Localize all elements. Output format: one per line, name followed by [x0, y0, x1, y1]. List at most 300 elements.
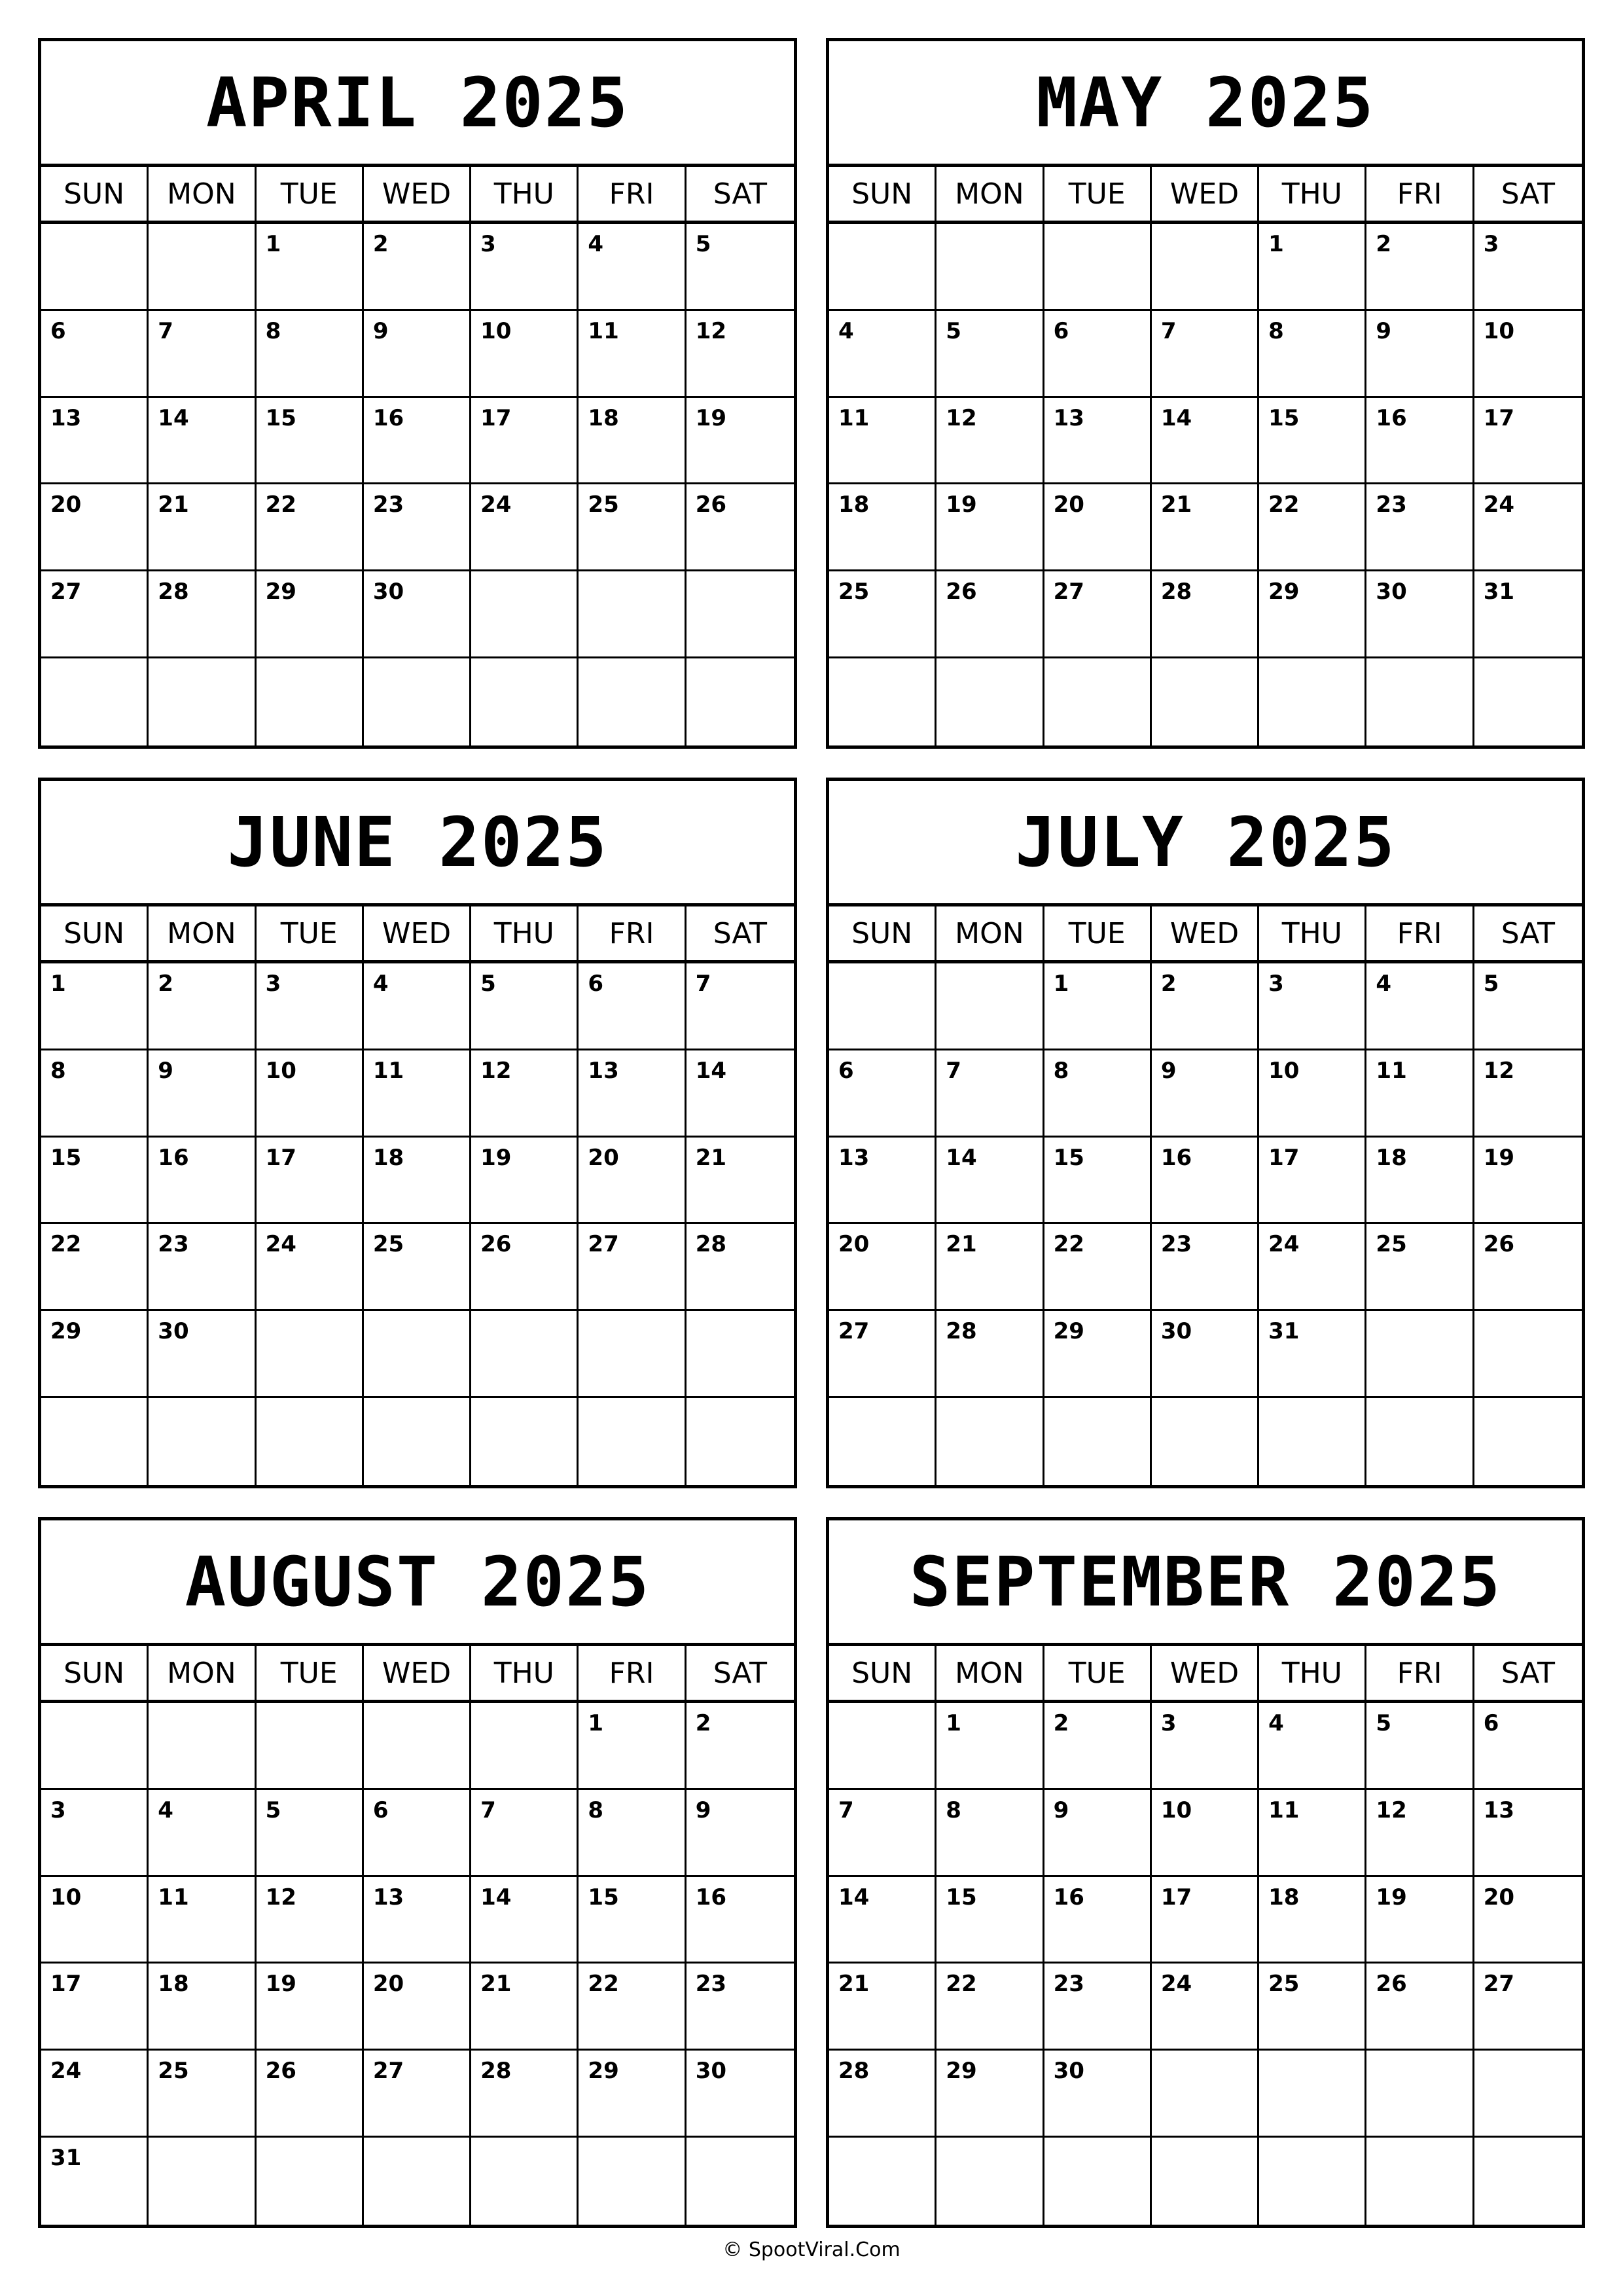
empty-day-cell: [364, 1311, 471, 1398]
day-cell: 16: [149, 1138, 256, 1225]
day-cell: 25: [829, 571, 936, 658]
day-cell: 4: [829, 311, 936, 398]
day-cell: 29: [936, 2051, 1044, 2138]
day-cell: 30: [1152, 1311, 1259, 1398]
empty-day-cell: [1259, 658, 1366, 745]
day-cell: 6: [1044, 311, 1152, 398]
day-cell: 1: [41, 963, 149, 1050]
day-cell: 27: [364, 2051, 471, 2138]
empty-day-cell: [1044, 1398, 1152, 1485]
day-cell: 3: [257, 963, 364, 1050]
day-cell: 17: [41, 1964, 149, 2051]
empty-day-cell: [579, 571, 686, 658]
empty-day-cell: [687, 1398, 794, 1485]
empty-day-cell: [1474, 658, 1582, 745]
day-cell: 21: [471, 1964, 579, 2051]
weekday-label: THU: [1259, 1646, 1366, 1700]
day-cell: 8: [1259, 311, 1366, 398]
day-cell: 11: [149, 1877, 256, 1964]
empty-day-cell: [1152, 658, 1259, 745]
day-cell: 24: [257, 1224, 364, 1311]
weekday-label: FRI: [1366, 906, 1474, 960]
weekday-label: SAT: [713, 177, 767, 211]
day-cell: 18: [829, 484, 936, 571]
empty-day-cell: [471, 571, 579, 658]
weekday-label: FRI: [1366, 1646, 1474, 1700]
weekday-label: WED: [1152, 906, 1259, 960]
weekday-label: SAT: [713, 916, 767, 950]
weekday-label: TUE: [257, 906, 364, 960]
day-cell: 12: [1366, 1790, 1474, 1877]
empty-day-cell: [1044, 658, 1152, 745]
empty-day-cell: [1152, 1398, 1259, 1485]
day-cell: 23: [1044, 1964, 1152, 2051]
day-cell: 24: [471, 484, 579, 571]
weekday-label: WED: [1152, 1646, 1259, 1700]
day-cell: 4: [149, 1790, 256, 1877]
empty-day-cell: [936, 2138, 1044, 2225]
empty-day-cell: [257, 1311, 364, 1398]
day-cell: 10: [1474, 311, 1582, 398]
empty-day-cell: [149, 224, 256, 311]
day-cell: 9: [1044, 1790, 1152, 1877]
calendar-april-2025: [38, 38, 797, 749]
day-cell: 1: [579, 1703, 686, 1790]
month-title: JUNE 2025: [41, 781, 794, 906]
day-cell: 8: [257, 311, 364, 398]
day-cell: 30: [364, 571, 471, 658]
day-cell: 21: [1152, 484, 1259, 571]
day-cell: 14: [687, 1050, 794, 1138]
day-cell: 12: [257, 1877, 364, 1964]
day-cell: 20: [1044, 484, 1152, 571]
day-cell: 30: [687, 2051, 794, 2138]
empty-day-cell: [687, 571, 794, 658]
day-cell: 26: [936, 571, 1044, 658]
day-cell: 29: [257, 571, 364, 658]
day-cell: 9: [1152, 1050, 1259, 1138]
weekday-label: SUN: [41, 167, 149, 221]
empty-day-cell: [1474, 1398, 1582, 1485]
day-cell: 20: [41, 484, 149, 571]
weekday-label: SUN: [829, 906, 936, 960]
weekday-label: TUE: [1044, 1646, 1152, 1700]
empty-day-cell: [579, 658, 686, 745]
day-cell: 22: [936, 1964, 1044, 2051]
empty-day-cell: [1044, 2138, 1152, 2225]
empty-day-cell: [829, 224, 936, 311]
month-title: SEPTEMBER 2025: [829, 1520, 1582, 1646]
day-cell: 22: [257, 484, 364, 571]
day-cell: 19: [1366, 1877, 1474, 1964]
day-cell: 1: [257, 224, 364, 311]
empty-day-cell: [1366, 1398, 1474, 1485]
day-cell: 3: [471, 224, 579, 311]
day-grid: [829, 963, 1582, 1485]
day-cell: 24: [1474, 484, 1582, 571]
day-cell: 25: [1366, 1224, 1474, 1311]
day-cell: 17: [257, 1138, 364, 1225]
empty-day-cell: [471, 2138, 579, 2225]
day-cell: 28: [1152, 571, 1259, 658]
empty-day-cell: [1366, 2138, 1474, 2225]
day-cell: 30: [1044, 2051, 1152, 2138]
weekday-label: FRI: [579, 167, 686, 221]
day-cell: 2: [149, 963, 256, 1050]
empty-day-cell: [149, 658, 256, 745]
day-cell: 6: [1474, 1703, 1582, 1790]
weekday-label: THU: [471, 167, 579, 221]
empty-day-cell: [1259, 1398, 1366, 1485]
day-cell: 3: [1474, 224, 1582, 311]
weekday-header: [829, 1646, 1582, 1703]
day-cell: 11: [579, 311, 686, 398]
copyright-footer: © SpootViral.Com: [722, 2238, 901, 2261]
empty-day-cell: [687, 1311, 794, 1398]
day-cell: 8: [1044, 1050, 1152, 1138]
day-cell: 17: [1474, 398, 1582, 485]
day-cell: 18: [149, 1964, 256, 2051]
weekday-label: TUE: [1044, 906, 1152, 960]
weekday-label: THU: [471, 1646, 579, 1700]
weekday-label: SAT: [1501, 916, 1555, 950]
day-cell: 13: [364, 1877, 471, 1964]
calendar-september-2025: [826, 1517, 1585, 2228]
day-cell: 25: [364, 1224, 471, 1311]
day-cell: 16: [364, 398, 471, 485]
day-cell: 4: [579, 224, 686, 311]
day-cell: 21: [149, 484, 256, 571]
month-title: MAY 2025: [829, 41, 1582, 167]
day-cell: 15: [579, 1877, 686, 1964]
weekday-label: WED: [1152, 167, 1259, 221]
day-cell: 7: [1152, 311, 1259, 398]
day-cell: 11: [364, 1050, 471, 1138]
empty-day-cell: [1474, 2138, 1582, 2225]
weekday-label: WED: [364, 906, 471, 960]
weekday-header: [41, 167, 794, 224]
day-cell: 7: [149, 311, 256, 398]
day-cell: 9: [149, 1050, 256, 1138]
empty-day-cell: [936, 963, 1044, 1050]
day-cell: 18: [579, 398, 686, 485]
day-cell: 2: [1152, 963, 1259, 1050]
day-cell: 19: [936, 484, 1044, 571]
day-cell: 25: [1259, 1964, 1366, 2051]
day-cell: 29: [1259, 571, 1366, 658]
day-cell: 27: [579, 1224, 686, 1311]
weekday-label: FRI: [579, 906, 686, 960]
day-cell: 23: [1366, 484, 1474, 571]
day-cell: 3: [1259, 963, 1366, 1050]
weekday-label: MON: [149, 1646, 256, 1700]
day-cell: 1: [936, 1703, 1044, 1790]
day-grid: [41, 224, 794, 745]
empty-day-cell: [471, 1398, 579, 1485]
day-cell: 14: [829, 1877, 936, 1964]
day-cell: 15: [1259, 398, 1366, 485]
day-cell: 2: [364, 224, 471, 311]
day-cell: 27: [829, 1311, 936, 1398]
day-cell: 14: [471, 1877, 579, 1964]
day-cell: 17: [1152, 1877, 1259, 1964]
weekday-label: FRI: [1366, 167, 1474, 221]
weekday-label: MON: [936, 167, 1044, 221]
day-cell: 6: [829, 1050, 936, 1138]
day-cell: 21: [687, 1138, 794, 1225]
day-cell: 21: [936, 1224, 1044, 1311]
day-cell: 13: [579, 1050, 686, 1138]
day-cell: 4: [364, 963, 471, 1050]
empty-day-cell: [687, 2138, 794, 2225]
weekday-header: [41, 1646, 794, 1703]
empty-day-cell: [149, 1398, 256, 1485]
day-cell: 26: [471, 1224, 579, 1311]
day-cell: 27: [41, 571, 149, 658]
day-cell: 11: [829, 398, 936, 485]
day-cell: 29: [41, 1311, 149, 1398]
empty-day-cell: [1366, 658, 1474, 745]
day-cell: 26: [1366, 1964, 1474, 2051]
day-cell: 12: [687, 311, 794, 398]
day-cell: 4: [1259, 1703, 1366, 1790]
day-cell: 31: [1474, 571, 1582, 658]
weekday-label: TUE: [257, 167, 364, 221]
empty-day-cell: [1152, 2138, 1259, 2225]
day-cell: 23: [149, 1224, 256, 1311]
day-cell: 26: [257, 2051, 364, 2138]
day-cell: 24: [1152, 1964, 1259, 2051]
calendar-august-2025: [38, 1517, 797, 2228]
day-cell: 29: [579, 2051, 686, 2138]
empty-day-cell: [364, 1703, 471, 1790]
day-cell: 20: [1474, 1877, 1582, 1964]
day-cell: 19: [687, 398, 794, 485]
day-cell: 24: [41, 2051, 149, 2138]
day-cell: 22: [579, 1964, 686, 2051]
day-cell: 1: [1044, 963, 1152, 1050]
empty-day-cell: [1474, 2051, 1582, 2138]
day-cell: 18: [1366, 1138, 1474, 1225]
weekday-label: MON: [936, 906, 1044, 960]
weekday-label: THU: [471, 906, 579, 960]
day-cell: 26: [1474, 1224, 1582, 1311]
day-cell: 27: [1044, 571, 1152, 658]
weekday-label: THU: [1259, 906, 1366, 960]
empty-day-cell: [1044, 224, 1152, 311]
day-cell: 25: [149, 2051, 256, 2138]
empty-day-cell: [257, 1398, 364, 1485]
day-cell: 28: [829, 2051, 936, 2138]
day-cell: 5: [936, 311, 1044, 398]
empty-day-cell: [471, 1311, 579, 1398]
day-cell: 6: [364, 1790, 471, 1877]
day-cell: 14: [149, 398, 256, 485]
day-grid: [41, 1703, 794, 2225]
day-cell: 13: [829, 1138, 936, 1225]
empty-day-cell: [829, 1398, 936, 1485]
empty-day-cell: [829, 1703, 936, 1790]
empty-day-cell: [829, 2138, 936, 2225]
calendar-june-2025: [38, 778, 797, 1488]
day-cell: 28: [471, 2051, 579, 2138]
day-cell: 3: [41, 1790, 149, 1877]
day-cell: 8: [579, 1790, 686, 1877]
day-cell: 12: [471, 1050, 579, 1138]
day-cell: 17: [1259, 1138, 1366, 1225]
month-title: JULY 2025: [829, 781, 1582, 906]
weekday-label: MON: [936, 1646, 1044, 1700]
empty-day-cell: [364, 1398, 471, 1485]
day-cell: 8: [936, 1790, 1044, 1877]
day-cell: 11: [1366, 1050, 1474, 1138]
day-cell: 11: [1259, 1790, 1366, 1877]
day-cell: 19: [257, 1964, 364, 2051]
empty-day-cell: [936, 1398, 1044, 1485]
weekday-label: SAT: [1501, 1656, 1555, 1690]
weekday-header: [41, 906, 794, 963]
empty-day-cell: [1366, 1311, 1474, 1398]
day-cell: 3: [1152, 1703, 1259, 1790]
weekday-label: MON: [149, 906, 256, 960]
day-cell: 2: [1044, 1703, 1152, 1790]
day-cell: 25: [579, 484, 686, 571]
month-title: AUGUST 2025: [41, 1520, 794, 1646]
day-cell: 5: [257, 1790, 364, 1877]
day-cell: 16: [687, 1877, 794, 1964]
day-cell: 10: [471, 311, 579, 398]
day-grid: [41, 963, 794, 1485]
empty-day-cell: [364, 658, 471, 745]
empty-day-cell: [364, 2138, 471, 2225]
day-cell: 5: [1474, 963, 1582, 1050]
day-cell: 4: [1366, 963, 1474, 1050]
day-cell: 19: [471, 1138, 579, 1225]
weekday-label: SAT: [1501, 177, 1555, 211]
day-cell: 15: [1044, 1138, 1152, 1225]
weekday-label: SAT: [713, 1656, 767, 1690]
weekday-label: MON: [149, 167, 256, 221]
weekday-label: SUN: [829, 167, 936, 221]
weekday-label: SUN: [41, 1646, 149, 1700]
empty-day-cell: [149, 2138, 256, 2225]
day-cell: 18: [1259, 1877, 1366, 1964]
day-cell: 16: [1366, 398, 1474, 485]
weekday-header: [829, 906, 1582, 963]
day-cell: 23: [364, 484, 471, 571]
day-cell: 28: [936, 1311, 1044, 1398]
day-cell: 23: [1152, 1224, 1259, 1311]
weekday-label: SUN: [41, 906, 149, 960]
day-cell: 15: [257, 398, 364, 485]
day-cell: 14: [936, 1138, 1044, 1225]
day-grid: [829, 224, 1582, 745]
empty-day-cell: [687, 658, 794, 745]
empty-day-cell: [471, 658, 579, 745]
day-cell: 29: [1044, 1311, 1152, 1398]
empty-day-cell: [579, 1398, 686, 1485]
day-cell: 23: [687, 1964, 794, 2051]
day-cell: 12: [1474, 1050, 1582, 1138]
empty-day-cell: [41, 224, 149, 311]
day-cell: 30: [149, 1311, 256, 1398]
day-cell: 28: [687, 1224, 794, 1311]
day-cell: 22: [1259, 484, 1366, 571]
day-cell: 24: [1259, 1224, 1366, 1311]
empty-day-cell: [257, 2138, 364, 2225]
day-cell: 15: [936, 1877, 1044, 1964]
empty-day-cell: [1152, 224, 1259, 311]
day-cell: 7: [829, 1790, 936, 1877]
empty-day-cell: [41, 658, 149, 745]
day-cell: 31: [1259, 1311, 1366, 1398]
day-cell: 19: [1474, 1138, 1582, 1225]
empty-day-cell: [579, 1311, 686, 1398]
day-cell: 17: [471, 398, 579, 485]
day-cell: 20: [579, 1138, 686, 1225]
empty-day-cell: [829, 963, 936, 1050]
day-cell: 22: [1044, 1224, 1152, 1311]
day-cell: 6: [41, 311, 149, 398]
empty-day-cell: [41, 1703, 149, 1790]
day-cell: 8: [41, 1050, 149, 1138]
day-cell: 10: [41, 1877, 149, 1964]
day-cell: 26: [687, 484, 794, 571]
weekday-label: FRI: [579, 1646, 686, 1700]
day-cell: 2: [1366, 224, 1474, 311]
day-cell: 10: [1152, 1790, 1259, 1877]
day-cell: 13: [1474, 1790, 1582, 1877]
empty-day-cell: [829, 658, 936, 745]
day-cell: 1: [1259, 224, 1366, 311]
day-cell: 2: [687, 1703, 794, 1790]
day-cell: 12: [936, 398, 1044, 485]
empty-day-cell: [257, 1703, 364, 1790]
day-cell: 13: [41, 398, 149, 485]
empty-day-cell: [471, 1703, 579, 1790]
day-cell: 30: [1366, 571, 1474, 658]
day-cell: 5: [687, 224, 794, 311]
day-cell: 10: [257, 1050, 364, 1138]
day-cell: 27: [1474, 1964, 1582, 2051]
weekday-label: THU: [1259, 167, 1366, 221]
day-cell: 21: [829, 1964, 936, 2051]
day-cell: 14: [1152, 398, 1259, 485]
day-cell: 13: [1044, 398, 1152, 485]
empty-day-cell: [1366, 2051, 1474, 2138]
day-cell: 20: [829, 1224, 936, 1311]
empty-day-cell: [257, 658, 364, 745]
day-cell: 9: [1366, 311, 1474, 398]
day-grid: [829, 1703, 1582, 2225]
calendar-may-2025: [826, 38, 1585, 749]
empty-day-cell: [936, 658, 1044, 745]
day-cell: 22: [41, 1224, 149, 1311]
weekday-label: TUE: [257, 1646, 364, 1700]
day-cell: 16: [1152, 1138, 1259, 1225]
day-cell: 7: [471, 1790, 579, 1877]
empty-day-cell: [936, 224, 1044, 311]
day-cell: 9: [364, 311, 471, 398]
empty-day-cell: [1259, 2051, 1366, 2138]
day-cell: 10: [1259, 1050, 1366, 1138]
empty-day-cell: [1474, 1311, 1582, 1398]
empty-day-cell: [1259, 2138, 1366, 2225]
day-cell: 31: [41, 2138, 149, 2225]
empty-day-cell: [579, 2138, 686, 2225]
empty-day-cell: [1152, 2051, 1259, 2138]
empty-day-cell: [149, 1703, 256, 1790]
